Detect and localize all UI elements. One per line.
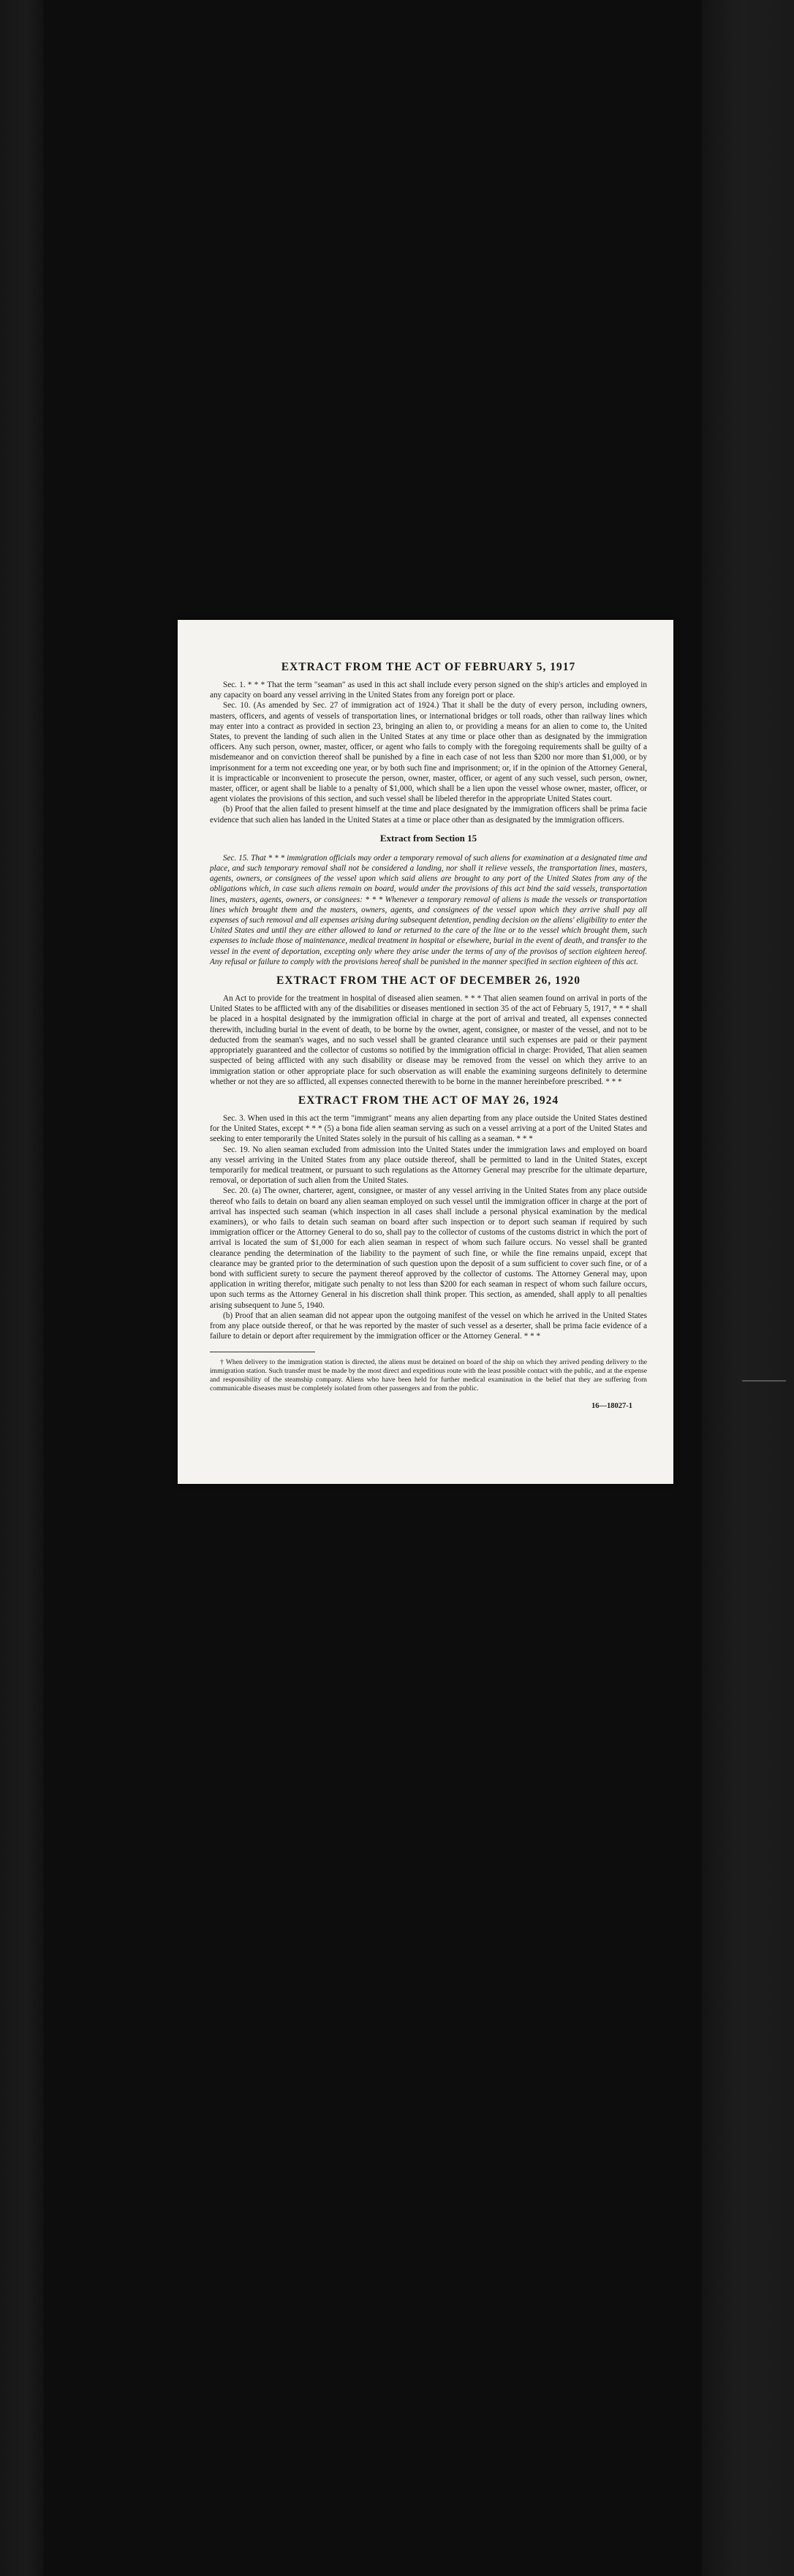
form-number: 16—18027-1 xyxy=(591,1402,632,1411)
paragraph-sec-19: Sec. 19. No alien seaman excluded from admission into the United States under the immigration laws and employed on board any vessel arriving in the United States from any place outside thereof, shall be permitted to land in the United States, except temporarily for medical treatment, or pursuant to such regulations as the Attorney General may prescribe for the ultimate departure, removal, or deportation of such alien from the United States. xyxy=(210,1145,647,1186)
subheading-section-15: Extract from Section 15 xyxy=(379,832,477,844)
paragraph-sec-20-a: Sec. 20. (a) The owner, charterer, agent, consignee, or master of any vessel arriving in the United States from any place outside thereof who fails to detain on board any alien seaman employed on such vessel until the immigration officer in charge at the port of arrival has inspected such seaman (which inspection in all cases shall include a personal physical examination by the medical examiners), or who fails to detain such seaman on board after such inspection or to deport such seaman if required by such immigration officer or the Attorney General to do so, shall pay to the collector of customs of the customs district in which the port of arrival is located the sum of $1,000 for each alien seaman in respect of whom such failure occurs. No vessel shall be granted clearance pending the determination of the liability to the payment of such fine, or while the fine remains unpaid, except that clearance may be granted prior to the determination of such question upon the deposit of a sum sufficient to cover such fine, or of a bond with sufficient surety to secure the payment thereof approved by the collector of customs. The Attorney General may, upon application in writing therefor, mitigate such penalty to not less than $200 for each seaman in respect of whom such failure occurs, upon such terms as the Attorney General in his discretion shall think proper. This section, as amended, shall apply to all penalties arising subsequent to June 5, 1940. xyxy=(210,1186,647,1310)
film-mark xyxy=(742,1380,786,1382)
paragraph-sec-1: Sec. 1. * * * That the term "seaman" as used in this act shall include every person signed on the ship's articles and employed in any capacity on board any vessel arriving in the United States from any foreign port or place. xyxy=(210,681,647,700)
film-edge-right xyxy=(702,0,794,2576)
paragraph-sec-10-b: (b) Proof that the alien failed to present himself at the time and place designated by the immigration officers shall be prima facie evidence that such alien has landed in the United States at a time or place other than as designated by the immigration officers. xyxy=(210,805,647,825)
document-page xyxy=(178,620,673,1484)
footnote: † When delivery to the immigration station is directed, the aliens must be detained on board of the ship on which they arrived pending delivery to the immigration station. Such transfer must be made by the most direct and expeditious route with the least possible contact with the public, and at the expense and responsibility of the steamship company. Aliens who have been held for further medical examination in the belief that they are suffering from communicable diseases must be completely isolated from other passengers and from the public. xyxy=(210,1358,647,1393)
section-heading-1920: EXTRACT FROM THE ACT OF DECEMBER 26, 1920 xyxy=(276,974,581,988)
section-heading-1917: EXTRACT FROM THE ACT OF FEBRUARY 5, 1917 xyxy=(281,661,576,673)
film-edge-left xyxy=(0,0,44,2576)
paragraph-sec-20-b: (b) Proof that an alien seaman did not appear upon the outgoing manifest of the vessel on which he arrived in the United States from any place outside thereof, or that he was reported by the master of such vessel as a deserter, shall be prima facie evidence of a failure to detain or deport after requirement by the immigration officer or the Attorney General. * * * xyxy=(210,1311,647,1341)
section-heading-1924: EXTRACT FROM THE ACT OF MAY 26, 1924 xyxy=(298,1094,559,1107)
paragraph-sec-3: Sec. 3. When used in this act the term "immigrant" means any alien departing from any place outside the United States destined for the United States, except * * * (5) a bona fide alien seaman serving as such on a vessel arriving at a port of the United States and seeking to enter temporarily the United States solely in the pursuit of his calling as a seaman. * * * xyxy=(210,1113,647,1144)
paragraph-sec-15: Sec. 15. That * * * immigration officials may order a temporary removal of such aliens for examination at a designated time and place, and such temporary removal shall not be considered a landing, nor shall it relieve vessels, the transportation lines, masters, agents, owners, or consignees of the vessel upon which said aliens are brought to any port of the United States from any of the obligations which, in case such aliens remain on board, would under the provisions of this act bind the said vessels, transportation lines, masters, agents, owners, or consignees: * * * Whenever a temporary removal of aliens is made the vessels or transportation lines which brought them and the masters, owners, agents, and consignees of the vessel upon which they arrive shall pay all expenses of such removal and all expenses arising during subsequent detention, pending decision on the aliens' eligibility to enter the United States and until they are either allowed to land or returned to the care of the line or to the vessel which brought them, such expenses to include those of maintenance, medical treatment in hospital or elsewhere, burial in the event of death, and transfer to the vessel in the event of deportation, excepting only where they arise under the terms of any of the provisos of section eighteen hereof. Any refusal or failure to comply with the provisions hereof shall be punished in the manner specified in section eighteen of this act. xyxy=(210,853,647,966)
paragraph-sec-10: Sec. 10. (As amended by Sec. 27 of immigration act of 1924.) That it shall be the duty of every person, including owners, masters, officers, and agents of vessels of transportation lines, or international bridges or toll roads, other than railway lines which may enter into a contract as provided in section 23, bringing an alien to, or providing a means for an alien to come to, the United States, to prevent the landing of such alien in the United States at any time or place other than as designated by the immigration officers. Any such person, owner, master, officer, or agent who fails to comply with the foregoing requirements shall be guilty of a misdemeanor and on conviction thereof shall be punished by a fine in each case of not less than $200 nor more than $1,000, or by imprisonment for a term not exceeding one year, or by both such fine and imprisonment; or, if in the opinion of the Attorney General, it is impracticable or inconvenient to prosecute the person, owner, master, officer, or agent of any such vessel, such person, owner, master, officer, or agent shall be liable to a penalty of $1,000, which shall be a lien upon the vessel whose owner, master, officer, or agent violates the provisions of this section, and such vessel shall be libeled therefor in the appropriate United States court. xyxy=(210,701,647,804)
paragraph-act-1920: An Act to provide for the treatment in hospital of diseased alien seamen. * * * That alien seamen found on arrival in ports of the United States to be afflicted with any of the disabilities or diseases mentioned in section 35 of the act of February 5, 1917, * * * shall be placed in a hospital designated by the immigration official in charge at the port of arrival and treated, all expenses connected therewith, including burial in the event of death, to be borne by the owner, agent, consignee, or master of the vessel, and not to be deducted from the seaman's wages, and no such vessel shall be granted clearance until such expenses are paid or their payment appropriately guaranteed and the collector of customs so notified by the immigration official in charge: Provided, That alien seamen suspected of being afflicted with any such disability or disease may be removed from the vessel on which they arrive to an immigration station or other appropriate place for such observation as will enable the examining surgeons definitely to determine whether or not they are so afflicted, all expenses connected therewith to be borne in the manner hereinbefore prescribed. * * * xyxy=(210,994,647,1086)
